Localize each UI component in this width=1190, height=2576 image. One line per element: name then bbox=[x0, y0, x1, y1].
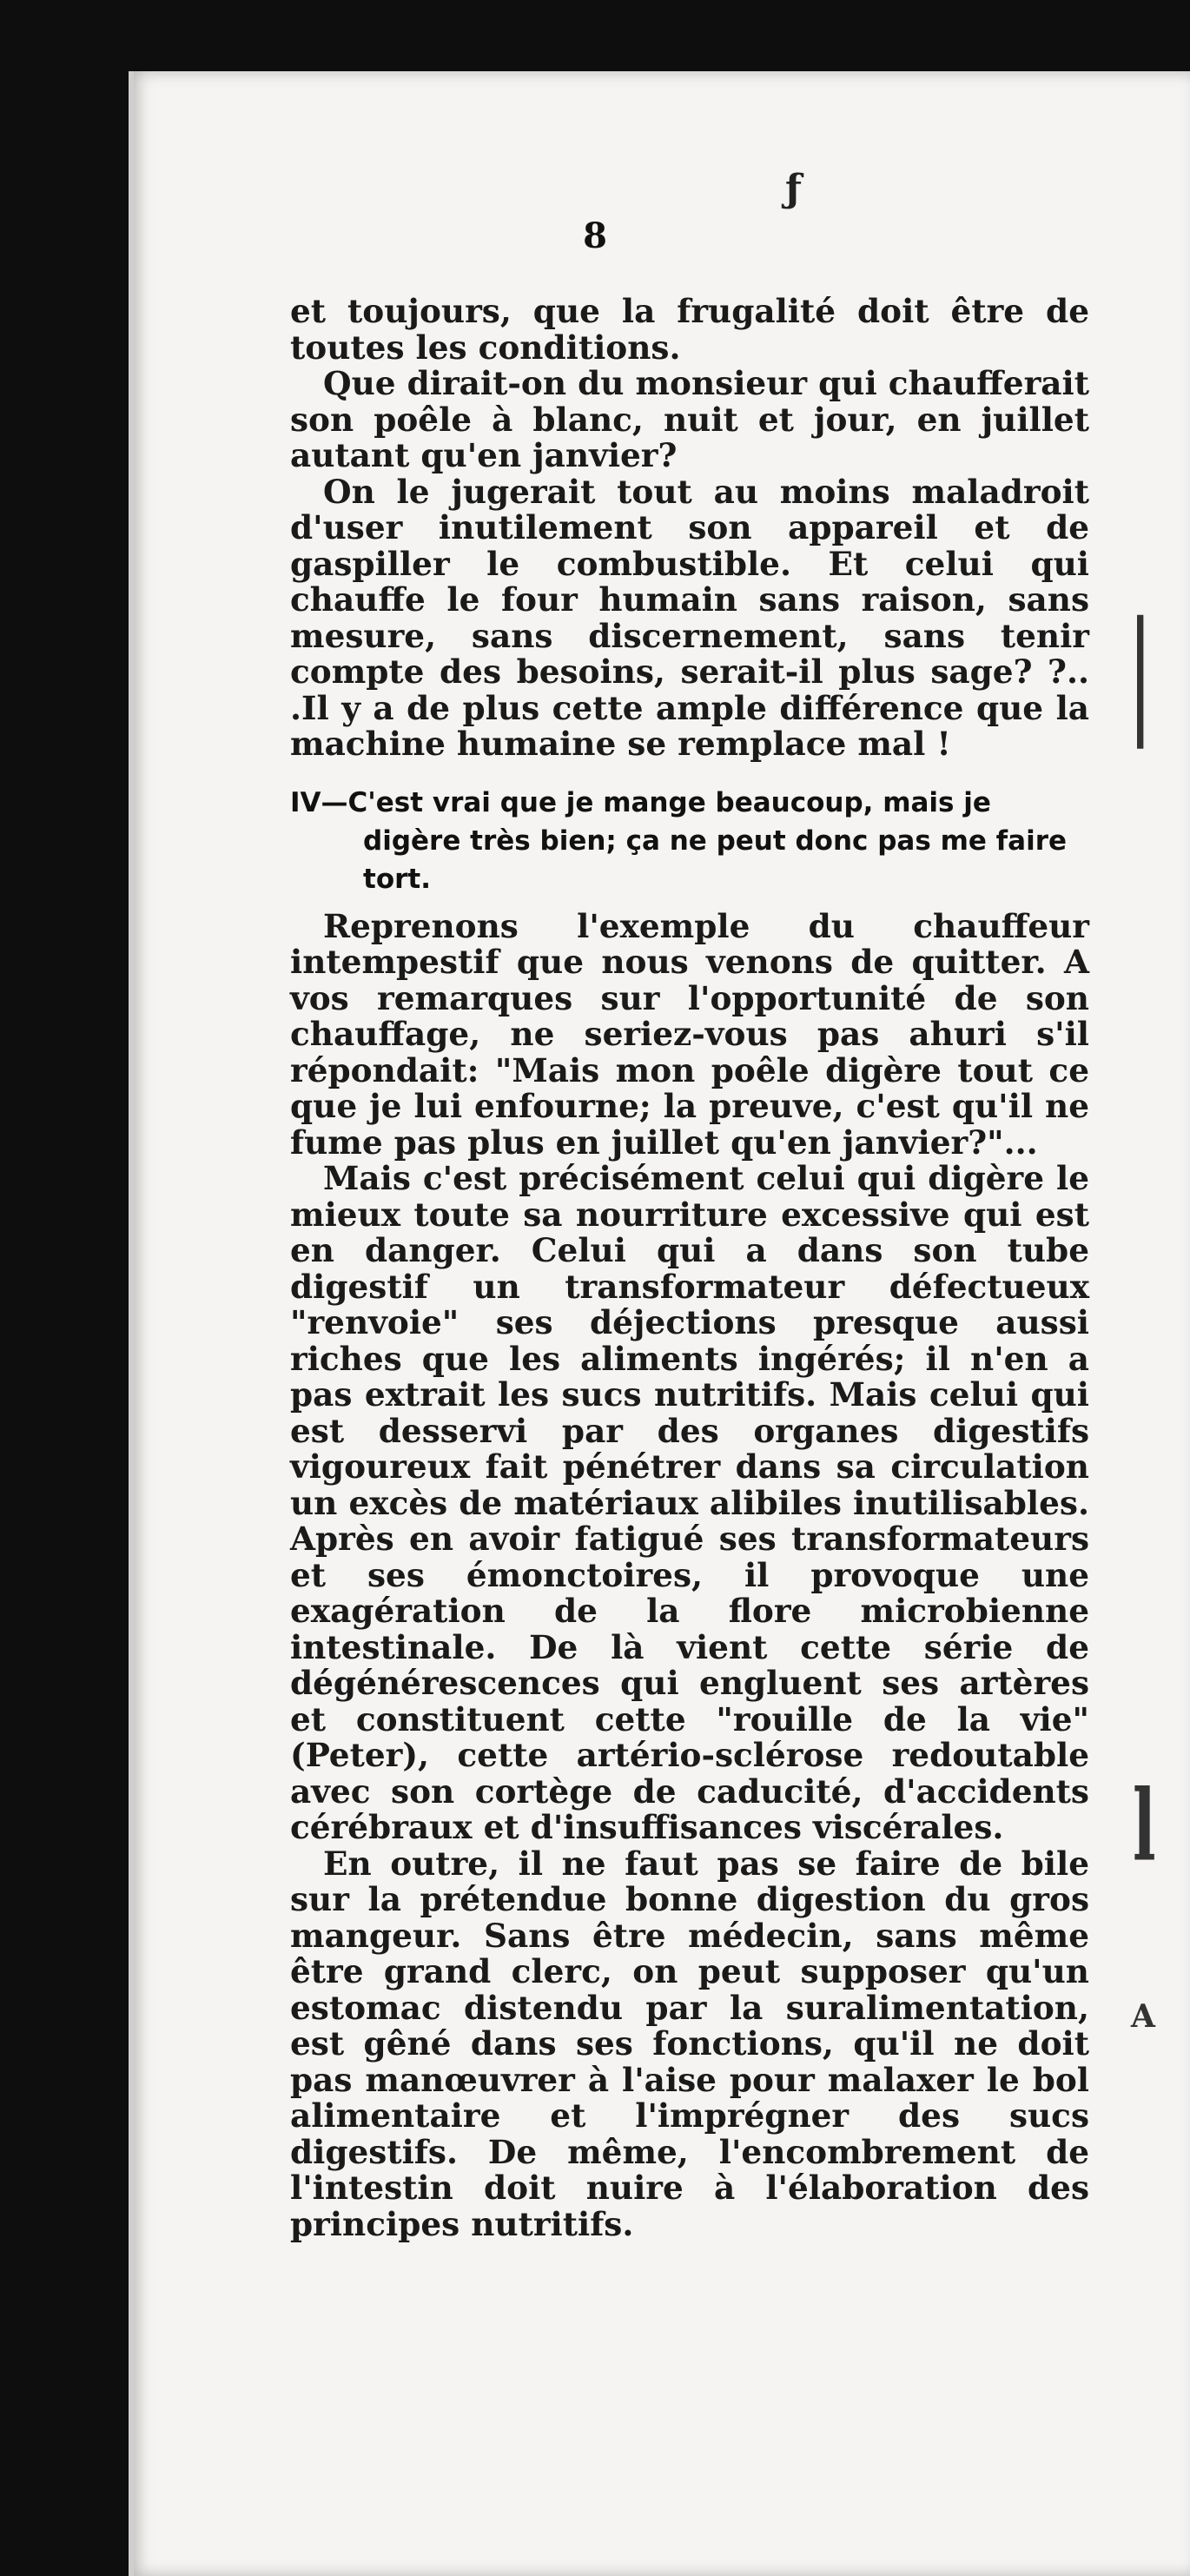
paragraph-2: Que dirait-on du monsieur qui chaufferait son poêle à blanc, nuit et jour, en juillet autant qu'en janvier? bbox=[290, 364, 1089, 474]
paragraph-6: En outre, il ne faut pas se faire de bile sur la prétendue bonne digestion du gros mangeur. Sans être médecin, sans même être grand clerc, on peut supposer qu'un estomac distendu par la suralimentation, est gêné dans ses fonctions, qu'il ne doit pas manœuvrer à l'aise pour malaxer le bol alimentaire et l'imprégner des sucs digestifs. De même, l'encombrement de l'intestin doit nuire à l'élaboration des principes nutritifs. bbox=[290, 1844, 1089, 2243]
text-column bbox=[290, 294, 1089, 2242]
paragraph-5: Mais c'est précisément celui qui digère le mieux toute sa nourriture excessive qui est en danger. Celui qui a dans son tube digestif un transformateur défectueux "renvoie" ses déjections presque aussi riches que les aliments ingérés; il n'en a pas extrait les sucs nutritifs. Mais celui qui est desservi par des organes digestifs vigoureux fait pénétrer dans sa circulation un excès de matériaux alibiles inutilisables. Après en avoir fatigué ses transformateurs et ses émonctoires, il provoque une exagération de la flore microbienne intestinale. De là vient cette série de dégénérescences qui engluent ses artères et constituent cette "rouille de la vie" (Peter), cette artério-sclérose redoutable avec son cortège de caducité, d'accidents cérébraux et d'insuffisances viscérales. bbox=[290, 1159, 1089, 1846]
margin-mark: A bbox=[1131, 1998, 1155, 2035]
page-number: 8 bbox=[583, 215, 607, 256]
margin-mark: l bbox=[1133, 1768, 1156, 1884]
paragraph-4: Reprenons l'exemple du chauffeur intempestif que nous venons de quitter. A vos remarques sur l'opportunité de son chauffage, ne seriez-vous pas ahuri s'il répondait: "Mais mon poêle digère tout ce que je lui enfourne; la preuve, c'est qu'il ne fume pas plus en juillet qu'en janvier?"... bbox=[290, 906, 1089, 1162]
margin-mark: | bbox=[1129, 591, 1152, 750]
page-edge bbox=[129, 71, 134, 2576]
paragraph-1: et toujours, que la frugalité doit être de toutes les conditions. bbox=[290, 292, 1089, 367]
header-mark: ƒ bbox=[785, 167, 802, 211]
paragraph-3: On le jugerait tout au moins maladroit d'user inutilement son appareil et de gaspiller le combustible. Et celui qui chauffe le four humain sans raison, sans mesure, sans discernement, sans tenir compte des besoins, serait-il plus sage? ?.. .Il y a de plus cette ample différence que la machine humaine se remplace mal ! bbox=[290, 472, 1089, 763]
section-heading: IV—C'est vrai que je mange beaucoup, mais je digère très bien; ça ne peut donc pas me faire tort. bbox=[290, 786, 1068, 895]
margin-marks bbox=[1094, 0, 1190, 2576]
